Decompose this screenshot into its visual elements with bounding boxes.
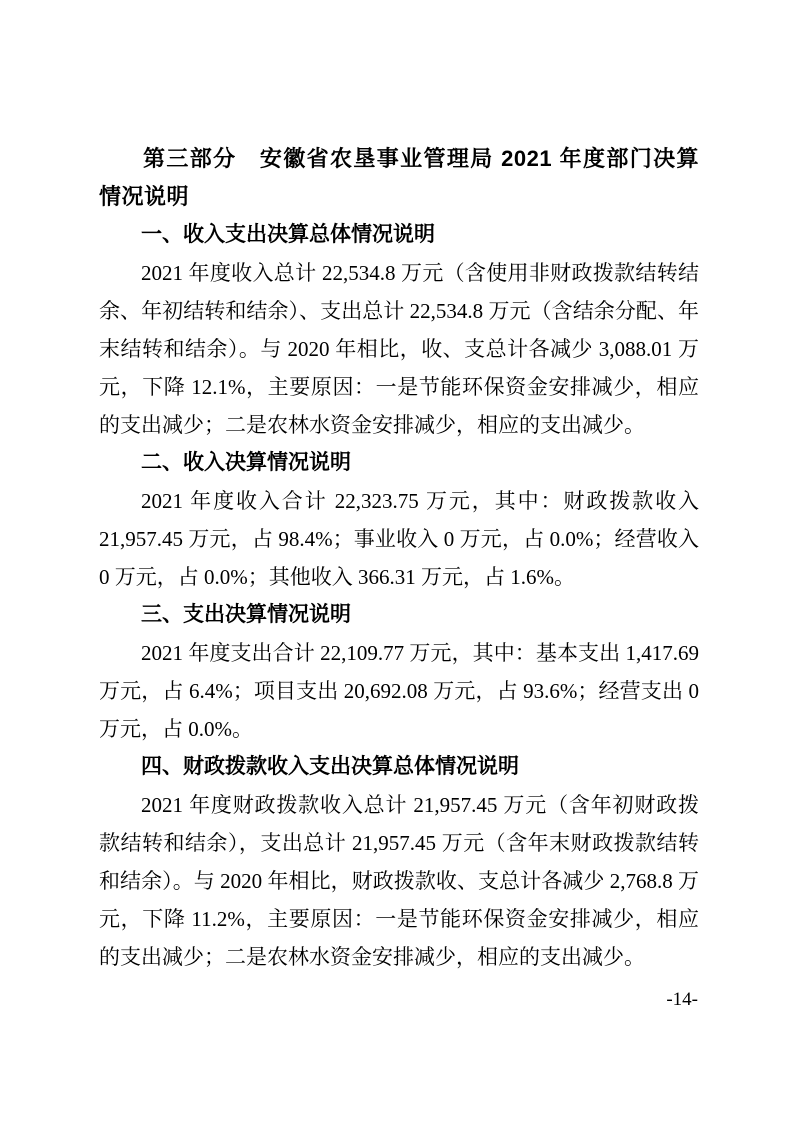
section-fiscal-appropriation-overview [99, 748, 699, 976]
section-paragraph: 2021 年度收入总计 22,534.8 万元（含使用非财政拨款结转结余、年初结转和结余）、支出总计 22,534.8 万元（含结余分配、年末结转和结余）。与 2020 年相比，收、支总计各减少 3,088.01 万元，下降 12.1%，主要原因：一是节能环保资金安排减少，相应的支出减少；二是农林水资金安排减少，相应的支出减少。 [99, 261, 699, 437]
section-heading: 二、收入决算情况说明 [141, 451, 351, 474]
section-expenditure-statement [99, 596, 699, 748]
section-income-expenditure-overview [99, 216, 699, 444]
section-paragraph: 2021 年度财政拨款收入总计 21,957.45 万元（含年初财政拨款结转和结余），支出总计 21,957.45 万元（含年末财政拨款结转和结余）。与 2020 年相比，财政拨款收、支总计各减少 2,768.8 万元，下降 11.2%，主要原因：一是节能环保资金安排减少，相应的支出减少；二是农林水资金安排减少，相应的支出减少。 [99, 793, 699, 969]
section-paragraph: 2021 年度收入合计 22,323.75 万元，其中：财政拨款收入 21,957.45 万元，占 98.4%；事业收入 0 万元，占 0.0%；经营收入 0 万元，占 0.0%；其他收入 366.31 万元，占 1.6%。 [99, 489, 699, 589]
section-heading: 一、收入支出决算总体情况说明 [141, 223, 435, 246]
section-heading: 四、财政拨款收入支出决算总体情况说明 [141, 755, 519, 778]
page-title: 第三部分 安徽省农垦事业管理局 2021 年度部门决算情况说明 [99, 146, 699, 209]
section-paragraph: 2021 年度支出合计 22,109.77 万元，其中：基本支出 1,417.69 万元，占 6.4%；项目支出 20,692.08 万元，占 93.6%；经营支出 0 万元，占 0.0%。 [99, 641, 699, 741]
document-content [99, 140, 699, 976]
section-income-statement [99, 444, 699, 596]
page-number: -14- [666, 989, 698, 1010]
section-heading: 三、支出决算情况说明 [141, 603, 351, 626]
